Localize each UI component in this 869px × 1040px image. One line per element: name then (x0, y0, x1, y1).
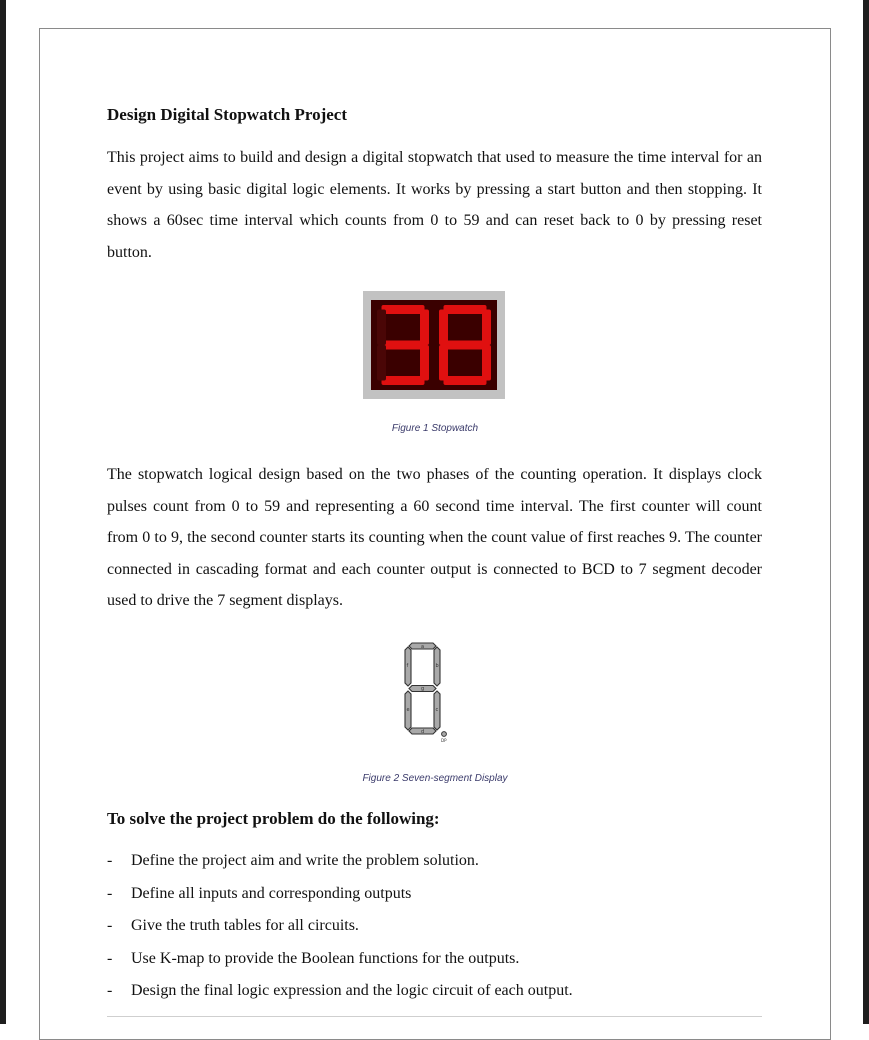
label-f: f (406, 663, 409, 669)
document-title: Design Digital Stopwatch Project (107, 105, 348, 124)
digit-2-segment-a (444, 305, 487, 314)
label-e: e (406, 707, 410, 713)
stopwatch-figure (363, 291, 505, 399)
bullet-dash: - (107, 884, 113, 902)
footer-divider (107, 1016, 762, 1017)
left-window-edge (0, 0, 6, 1024)
tasks-heading: To solve the project problem do the following: (107, 809, 440, 828)
digit-1-segment-b (420, 310, 429, 346)
seven-segment-diagram (400, 641, 480, 751)
bullet-dash: - (107, 917, 113, 934)
digit-2-segment-b (482, 310, 491, 346)
task-text: Define the project aim and write the problem solution. (131, 852, 479, 869)
label-g: g (421, 686, 425, 692)
intro-paragraph: This project aims to build and design a digital stopwatch that used to measure the time interval for an event by using basic digital logic elements. It works by pressing a start button and then stopping. It shows a 60sec time interval which counts from 0 to 59 and can reset back to 0 by pressing reset button. (107, 149, 762, 261)
digit-1-segment-g (382, 341, 425, 350)
task-text: Use K-map to provide the Boolean functions for the outputs. (131, 949, 520, 967)
digit-2-segment-f (439, 310, 448, 346)
segment-dp (442, 732, 447, 737)
digit-1-segment-e (377, 345, 386, 381)
digit-1-segment-c (420, 345, 429, 381)
figure-2-caption: Figure 2 Seven-segment Display (362, 773, 508, 784)
task-text: Define all inputs and corresponding outputs (131, 884, 412, 902)
digit-1-segment-a (382, 305, 425, 314)
digit-1-segment-f (377, 310, 386, 346)
digit-2-segment-d (444, 376, 487, 385)
bullet-dash: - (107, 852, 113, 869)
label-dp: DP (441, 738, 447, 743)
seven-segment-svg (400, 641, 480, 746)
bullet-dash: - (107, 949, 113, 967)
bullet-dash: - (107, 982, 113, 999)
label-b: b (435, 663, 439, 669)
figure-1-caption: Figure 1 Stopwatch (391, 423, 479, 434)
label-d: d (421, 729, 425, 735)
task-text: Give the truth tables for all circuits. (131, 917, 359, 934)
label-c: c (435, 707, 439, 713)
logic-paragraph: The stopwatch logical design based on the two phases of the counting operation. It displays clock pulses count from 0 to 59 and representing a 60 second time interval. The first counter will count from 0 to 9, the second counter starts its counting when the count value of first reaches 9. The counter connected in cascading format and each counter output is connected to BCD to 7 segment decoder used to drive the 7 segment displays. (107, 466, 762, 609)
right-window-edge (863, 0, 869, 1024)
label-a: a (421, 644, 425, 650)
digit-1-segment-d (382, 376, 425, 385)
digit-2-segment-g (444, 341, 487, 350)
document-page (39, 28, 831, 1040)
stopwatch-digits (371, 300, 497, 390)
stopwatch-screen (371, 300, 497, 390)
digit-2-segment-e (439, 345, 448, 381)
digit-2-segment-c (482, 345, 491, 381)
task-text: Design the final logic expression and the logic circuit of each output. (131, 982, 573, 999)
